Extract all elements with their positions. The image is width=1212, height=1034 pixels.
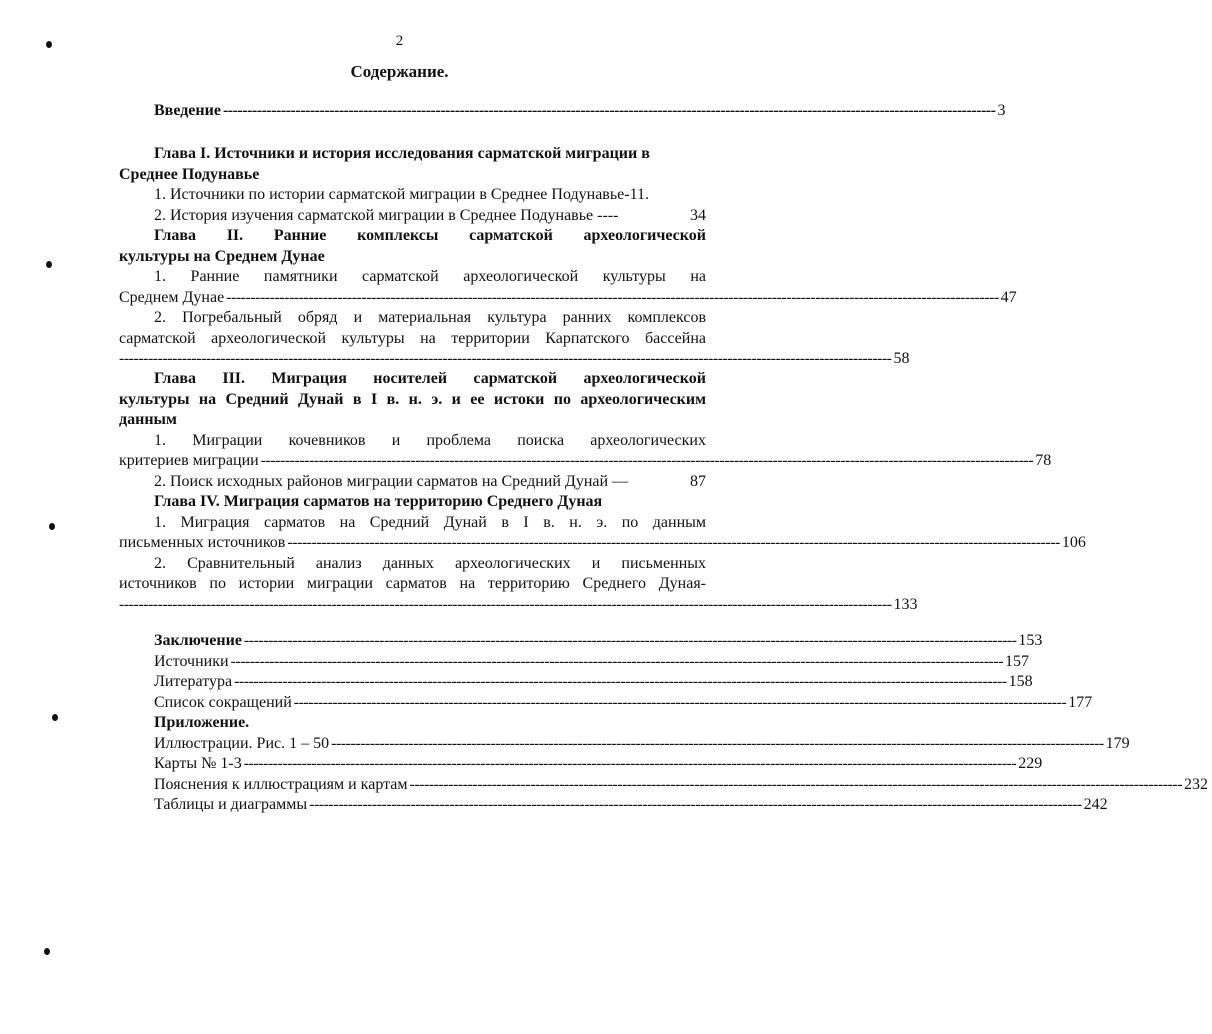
binder-hole-mark [52,714,58,721]
chapter-heading: Глава III. Миграция носителей сарматской археологической [154,370,706,387]
binder-hole-mark [49,523,55,530]
toc-entry [119,595,918,616]
toc-entry-page: 158 [1008,673,1033,690]
toc-entry-page: 177 [1068,693,1093,711]
toc-entry-illustrations [119,734,1130,755]
toc-entry-label: Пояснения к иллюстрациям и картам [154,775,408,793]
toc-entry-page: 87 [690,472,706,490]
toc-entry-label: Литература [154,673,233,690]
toc-chapter-3 [119,369,1052,492]
dot-leader: ---------------------------------------------------------------------------------------------------------------------------------------------------------------- [226,288,999,306]
toc-entry [119,533,1086,554]
chapter-heading: культуры на Среднем Дунае [119,247,325,265]
toc-entry-line: 2. Сравнительный анализ данных археологических и письменных [154,554,706,572]
toc-entry [119,349,910,370]
toc-entry-label: Иллюстрации. Рис. 1 – 50 [154,734,330,752]
toc-entry-intro [119,101,1006,122]
toc-chapter-2 [119,226,1017,370]
dot-leader: ---------------------------------------------------------------------------------------------------------------------------------------------------------------- [230,652,1004,670]
toc-entry-maps [119,754,1043,775]
toc-entry-page: 47 [1000,288,1017,306]
toc-entry [119,451,1052,472]
page-number: 2 [395,33,404,49]
page-title: Содержание. [350,62,449,81]
dot-leader: ---------------------------------------------------------------------------------------------------------------------------------------------------------------- [260,452,1034,469]
toc-entry-page: 232 [1184,775,1209,793]
chapter-heading: Глава II. Ранние комплексы сарматской археологической [154,227,706,244]
toc-entry [119,288,1017,309]
toc-entry-line: 1. Ранние памятники сарматской археологической культуры на [154,268,706,285]
toc-entry-abbreviations [119,693,1093,714]
toc-entry-line: источников по истории миграции сарматов на территорию Среднего Дуная- [119,575,706,592]
toc-entry-label: Источники [154,652,229,670]
toc-entry-label: Среднем Дунае [119,288,225,306]
binder-hole-mark [46,41,52,48]
toc-entry-label: Таблицы и диаграммы [154,796,308,813]
toc-entry-page: 34 [690,206,706,224]
toc-entry-label: критериев миграции [119,452,259,469]
binder-hole-mark [44,948,50,955]
toc-entry-label: 2. История изучения сарматской миграции в Среднее Подунавье ---- [154,206,619,224]
toc-entry [119,206,706,227]
chapter-heading: Среднее Подунавье [119,165,260,183]
toc-entry-label: Введение [154,102,221,119]
toc-entry-page: 3 [997,102,1006,119]
dot-leader: ---------------------------------------------------------------------------------------------------------------------------------------------------------------- [119,595,892,613]
toc-entry-page: 133 [893,595,918,613]
dot-leader: ---------------------------------------------------------------------------------------------------------------------------------------------------------------- [293,693,1067,711]
dot-leader: ---------------------------------------------------------------------------------------------------------------------------------------------------------------- [119,350,892,367]
toc-entry-label: Карты № 1-3 [154,755,242,772]
toc-entry-label: письменных источников [119,534,286,551]
toc-entry-label: 2. Поиск исходных районов миграции сарматов на Средний Дунай — [154,472,629,490]
appendix-heading: Приложение. [154,714,250,731]
toc-entry-page: 229 [1018,755,1043,772]
dot-leader: ---------------------------------------------------------------------------------------------------------------------------------------------------------------- [287,534,1060,551]
dot-leader: ---------------------------------------------------------------------------------------------------------------------------------------------------------------- [243,632,1017,649]
toc-entry-page: 58 [893,350,910,367]
toc-entry-page: 242 [1083,796,1108,813]
toc-entry-page: 106 [1061,534,1086,551]
toc-entry [119,472,706,493]
toc-intro [119,101,1006,122]
toc-entry-line: 1. Миграции кочевников и проблема поиска археологических [154,431,706,449]
toc-entry-sources [119,652,1030,673]
chapter-heading: данным [119,411,177,428]
dot-leader: ---------------------------------------------------------------------------------------------------------------------------------------------------------------- [331,734,1104,752]
chapter-heading: культуры на Средний Дунай в I в. н. э. и ее истоки по археологическим [119,390,706,408]
toc-entry-literature [119,672,1033,693]
dot-leader: ---------------------------------------------------------------------------------------------------------------------------------------------------------------- [234,673,1007,690]
chapter-heading: Глава IV. Миграция сарматов на территорию Среднего Дуная [154,493,603,510]
toc-entry-label: Список сокращений [154,693,292,711]
dot-leader: ---------------------------------------------------------------------------------------------------------------------------------------------------------------- [243,755,1017,772]
toc-entry-line: сарматской археологической культуры на территории Карпатского бассейна [119,329,706,347]
chapter-heading: Глава I. Источники и история исследования сарматской миграции в [154,145,650,162]
toc-entry-label: Заключение [154,632,242,649]
toc-chapter-4 [119,492,1086,615]
toc-entry-page: 179 [1105,734,1130,752]
toc-entry: 1. Источники по истории сарматской миграции в Среднее Подунавье-11. [154,186,649,203]
toc-entry-page: 157 [1005,652,1030,670]
toc-entry-explanations [119,775,1209,796]
dot-leader: ---------------------------------------------------------------------------------------------------------------------------------------------------------------- [409,775,1183,793]
toc-chapter-1 [119,144,706,226]
binder-hole-mark [46,261,52,268]
dot-leader: ---------------------------------------------------------------------------------------------------------------------------------------------------------------- [309,796,1082,813]
toc-entry-page: 78 [1035,452,1052,469]
toc-entry-conclusion [119,631,1043,652]
toc-entry-tables [119,795,1108,816]
toc-entry-page: 153 [1018,632,1043,649]
toc-back-matter [119,631,1209,816]
dot-leader: ---------------------------------------------------------------------------------------------------------------------------------------------------------------- [222,102,996,119]
toc-entry-line: 2. Погребальный обряд и материальная культура ранних комплексов [154,309,706,326]
toc-entry-line: 1. Миграция сарматов на Средний Дунай в I в. н. э. по данным [154,513,706,531]
